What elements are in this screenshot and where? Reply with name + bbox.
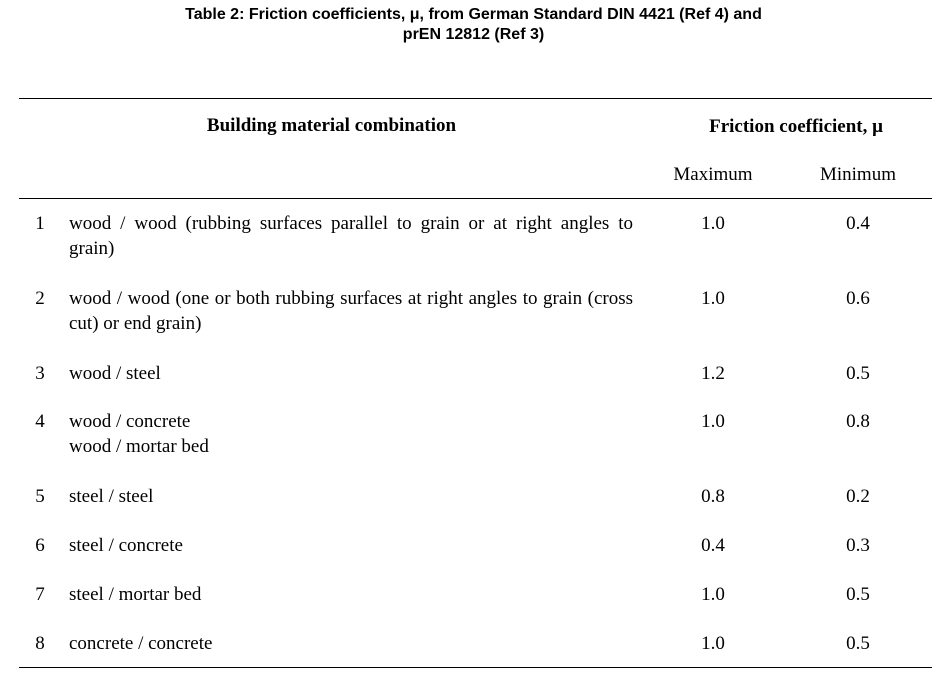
row-number: 6 bbox=[35, 535, 45, 556]
header-minimum: Minimum bbox=[819, 164, 896, 185]
header-maximum: Maximum bbox=[673, 164, 753, 185]
row-minimum: 0.4 bbox=[846, 213, 870, 234]
row-material-line-2: wood / mortar bed bbox=[69, 436, 209, 457]
row-maximum: 1.0 bbox=[701, 584, 725, 605]
row-minimum: 0.6 bbox=[846, 288, 870, 309]
row-number: 2 bbox=[35, 288, 45, 309]
table-caption-line-1: Table 2: Friction coefficients, μ, from German Standard DIN 4421 (Ref 4) and bbox=[185, 6, 762, 23]
row-material: wood / wood (one or both rubbing surfaces at right angles to grain (cross cut) or end grain) bbox=[69, 288, 633, 334]
row-material: wood / wood (rubbing surfaces parallel to grain or at right angles to grain) bbox=[69, 213, 633, 259]
row-number: 7 bbox=[35, 584, 45, 605]
row-minimum: 0.5 bbox=[846, 584, 870, 605]
table-caption-line-2: prEN 12812 (Ref 3) bbox=[402, 26, 545, 43]
row-minimum: 0.8 bbox=[846, 411, 870, 432]
header-friction-coefficient: Friction coefficient, μ bbox=[709, 116, 883, 137]
row-maximum: 1.0 bbox=[701, 411, 725, 432]
row-number: 3 bbox=[35, 363, 45, 384]
row-minimum: 0.2 bbox=[846, 486, 870, 507]
row-maximum: 1.0 bbox=[701, 288, 725, 309]
table-top-rule bbox=[19, 98, 932, 99]
row-minimum: 0.3 bbox=[846, 535, 870, 556]
row-maximum: 0.4 bbox=[701, 535, 725, 556]
row-material: steel / mortar bed bbox=[69, 584, 202, 605]
row-material: concrete / concrete bbox=[69, 633, 213, 654]
row-number: 8 bbox=[35, 633, 45, 654]
row-material: wood / steel bbox=[69, 363, 161, 384]
table-header-rule bbox=[19, 198, 932, 199]
row-material-line-1: wood / concrete bbox=[69, 411, 191, 432]
row-maximum: 1.0 bbox=[701, 633, 725, 654]
row-number: 5 bbox=[35, 486, 45, 507]
row-maximum: 1.0 bbox=[701, 213, 725, 234]
table-bottom-rule bbox=[19, 667, 932, 668]
row-number: 1 bbox=[35, 213, 45, 234]
row-material: steel / concrete bbox=[69, 535, 183, 556]
header-material: Building material combination bbox=[206, 115, 457, 136]
row-maximum: 1.2 bbox=[701, 363, 725, 384]
row-material bbox=[69, 409, 633, 459]
row-number: 4 bbox=[35, 411, 45, 432]
row-minimum: 0.5 bbox=[846, 633, 870, 654]
row-maximum: 0.8 bbox=[701, 486, 725, 507]
row-material: steel / steel bbox=[69, 486, 154, 507]
table-caption bbox=[0, 5, 947, 45]
row-minimum: 0.5 bbox=[846, 363, 870, 384]
